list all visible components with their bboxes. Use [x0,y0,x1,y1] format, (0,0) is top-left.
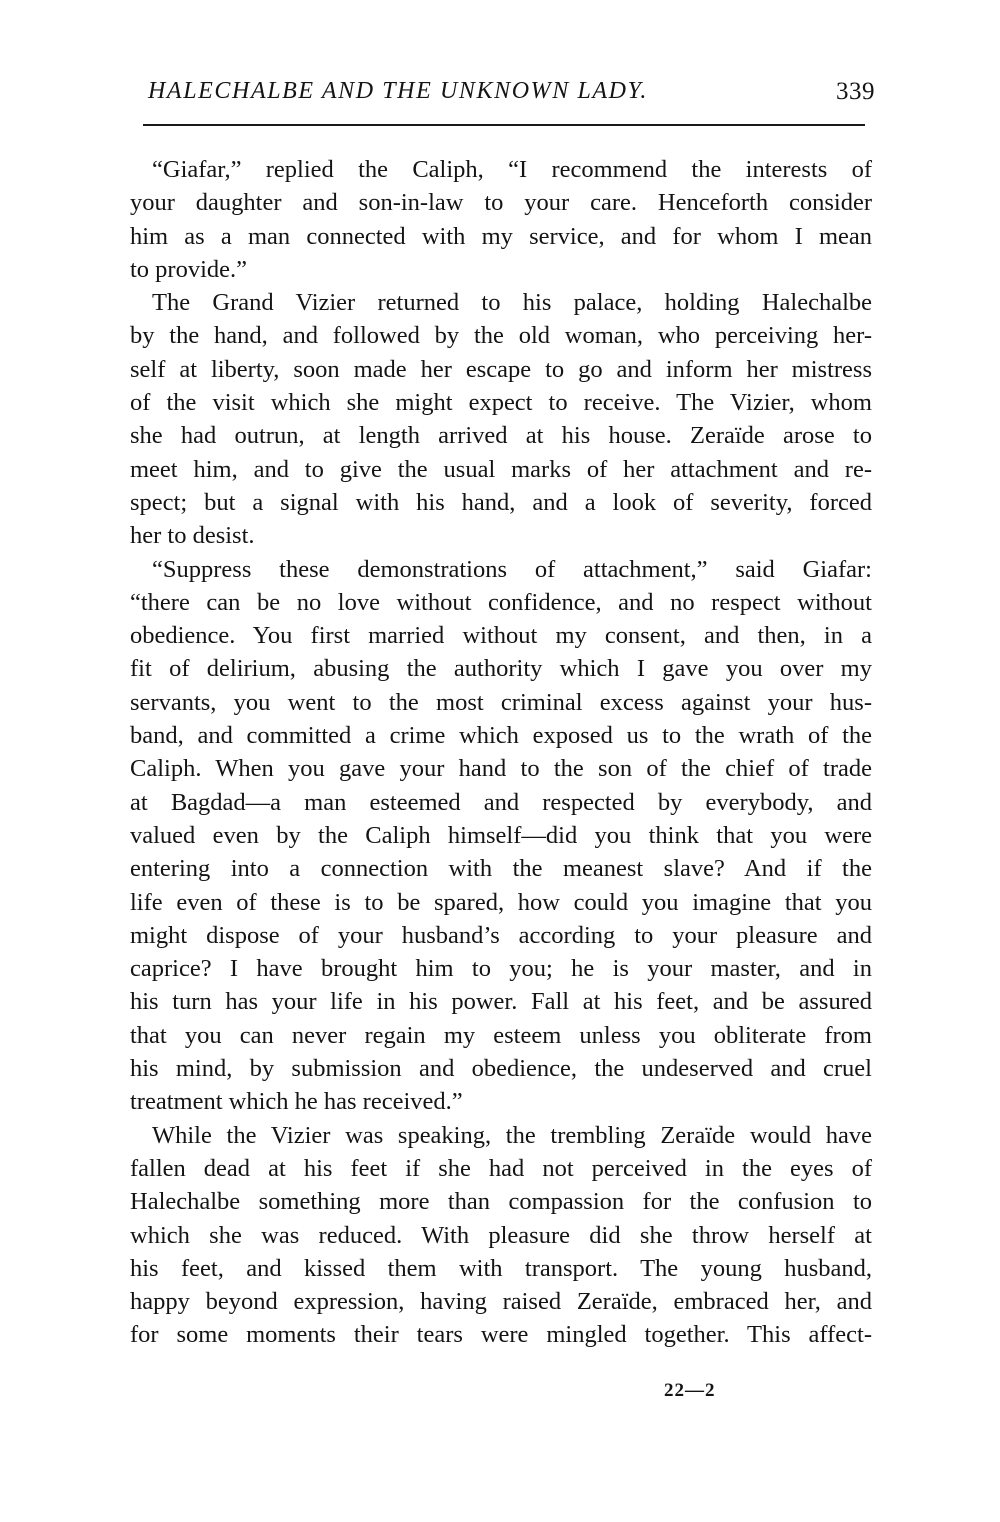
paragraph-line: your daughter and son-in-law to your care. Henceforth consider [130,189,872,217]
paragraph-line: While the Vizier was speaking, the trembling Zeraïde would have [152,1121,872,1149]
paragraph-line: his turn has your life in his power. Fall at his feet, and be assured [130,988,872,1016]
header-rule [143,124,865,126]
page-number: 339 [836,78,875,105]
body-text [130,153,872,1352]
paragraph-line: meet him, and to give the usual marks of her attachment and re- [130,455,872,483]
paragraph-line: happy beyond expression, having raised Zeraïde, embraced her, and [130,1288,872,1316]
paragraph-line: at Bagdad—a man esteemed and respected by everybody, and [130,788,872,816]
paragraph-line: her to desist. [130,522,255,550]
paragraph-line: caprice? I have brought him to you; he is your master, and in [130,955,872,983]
paragraph-line: valued even by the Caliph himself—did you think that you were [130,821,872,849]
paragraph-line: obedience. You first married without my consent, and then, in a [130,622,872,650]
paragraph-line: his feet, and kissed them with transport. The young husband, [130,1254,872,1282]
paragraph-line: entering into a connection with the meanest slave? And if the [130,855,872,883]
paragraph-line: his mind, by submission and obedience, the undeserved and cruel [130,1055,872,1083]
paragraph-line: might dispose of your husband’s according to your pleasure and [130,921,872,949]
paragraph-line: him as a man connected with my service, and for whom I mean [130,222,872,250]
paragraph-line: self at liberty, soon made her escape to go and inform her mistress [130,355,872,383]
paragraph-line: “Giafar,” replied the Caliph, “I recommend the interests of [152,156,872,183]
paragraph-line: by the hand, and followed by the old woman, who perceiving her- [130,322,872,350]
paragraph-line: Halechalbe something more than compassion for the confusion to [130,1188,872,1216]
paragraph-line: band, and committed a crime which exposed us to the wrath of the [130,722,872,750]
paragraph-line: which she was reduced. With pleasure did she throw herself at [130,1221,872,1249]
paragraph-line: The Grand Vizier returned to his palace, holding Halechalbe [152,289,872,317]
paragraph-line: of the visit which she might expect to receive. The Vizier, whom [130,389,872,417]
running-head [140,78,875,114]
paragraph-line: she had outrun, at length arrived at his house. Zeraïde arose to [130,422,872,450]
paragraph-line: servants, you went to the most criminal excess against your hus- [130,688,872,716]
paragraph-line: Caliph. When you gave your hand to the son of the chief of trade [130,755,872,783]
paragraph-line: spect; but a signal with his hand, and a look of severity, forced [130,488,872,516]
paragraph-line: for some moments their tears were mingled together. This affect- [130,1321,872,1349]
paragraph-line: “Suppress these demonstrations of attachment,” said Giafar: [152,555,872,583]
paragraph-line: fallen dead at his feet if she had not perceived in the eyes of [130,1154,872,1182]
paragraph-line: life even of these is to be spared, how could you imagine that you [130,888,872,916]
paragraph-line: that you can never regain my esteem unless you obliterate from [130,1021,872,1049]
paragraph-line: fit of delirium, abusing the authority which I gave you over my [130,655,872,683]
running-title: HALECHALBE AND THE UNKNOWN LADY. [148,78,648,104]
paragraph-line: to provide.” [130,255,248,283]
paragraph-line: “there can be no love without confidence, and no respect without [130,588,872,616]
paragraph-line: treatment which he has received.” [130,1088,463,1116]
signature-mark: 22—2 [664,1380,716,1401]
